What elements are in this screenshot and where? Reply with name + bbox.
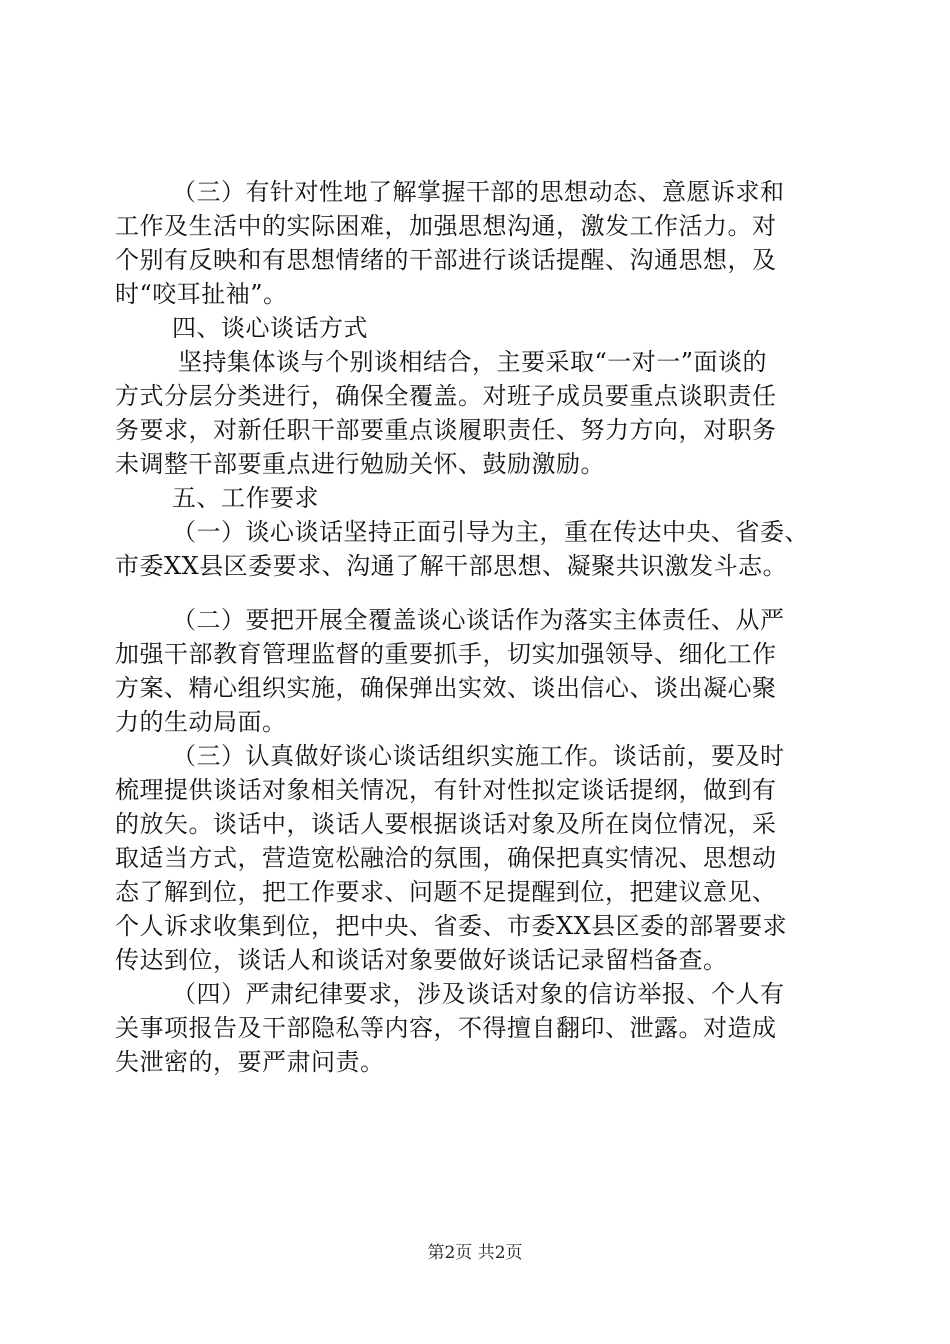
paragraph-line: 关事项报告及干部隐私等内容，不得擅自翻印、泄露。对造成 bbox=[115, 1014, 777, 1042]
paragraph-line: 方式分层分类进行，确保全覆盖。对班子成员要重点谈职责任 bbox=[115, 382, 777, 410]
paragraph-line: 个别有反映和有思想情绪的干部进行谈话提醒、沟通思想，及 bbox=[115, 246, 777, 274]
paragraph-line: 工作及生活中的实际困难，加强思想沟通，激发工作活力。对 bbox=[115, 212, 777, 240]
paragraph-line: 时“咬耳扯袖”。 bbox=[115, 280, 288, 308]
section-heading: 四、谈心谈话方式 bbox=[172, 314, 368, 342]
paragraph-line: 失泄密的，要严肃问责。 bbox=[115, 1048, 385, 1076]
paragraph-line: 个人诉求收集到位，把中央、省委、市委XX县区委的部署要求 bbox=[115, 912, 788, 940]
paragraph-line: （三）有针对性地了解掌握干部的思想动态、意愿诉求和 bbox=[172, 178, 785, 206]
paragraph-line: （二）要把开展全覆盖谈心谈话作为落实主体责任、从严 bbox=[172, 606, 785, 634]
paragraph-line: 务要求，对新任职干部要重点谈履职责任、努力方向，对职务 bbox=[115, 416, 777, 444]
paragraph-line: 梳理提供谈话对象相关情况，有针对性拟定谈话提纲，做到有 bbox=[115, 776, 777, 804]
paragraph-line: 方案、精心组织实施，确保弹出实效、谈出信心、谈出凝心聚 bbox=[115, 674, 777, 702]
paragraph-line: 态了解到位，把工作要求、问题不足提醒到位，把建议意见、 bbox=[115, 878, 777, 906]
paragraph-line: 的放矢。谈话中，谈话人要根据谈话对象及所在岗位情况，采 bbox=[115, 810, 777, 838]
section-heading: 五、工作要求 bbox=[172, 484, 319, 512]
paragraph-line: （三）认真做好谈心谈话组织实施工作。谈话前，要及时 bbox=[172, 742, 785, 770]
paragraph-line: （一）谈心谈话坚持正面引导为主，重在传达中央、省委、 bbox=[172, 518, 809, 546]
page-number-footer: 第2页 共2页 bbox=[427, 1243, 523, 1263]
paragraph-line: 加强干部教育管理监督的重要抓手，切实加强领导、细化工作 bbox=[115, 640, 777, 668]
paragraph-line: 取适当方式，营造宽松融洽的氛围，确保把真实情况、思想动 bbox=[115, 844, 777, 872]
paragraph-line: 市委XX县区委要求、沟通了解干部思想、凝聚共识激发斗志。 bbox=[115, 552, 788, 580]
paragraph-line: 传达到位，谈话人和谈话对象要做好谈话记录留档备查。 bbox=[115, 946, 728, 974]
paragraph-line: 坚持集体谈与个别谈相结合，主要采取“一对一”面谈的 bbox=[178, 348, 768, 376]
paragraph-line: 未调整干部要重点进行勉励关怀、鼓励激励。 bbox=[115, 450, 605, 478]
paragraph-line: （四）严肃纪律要求，涉及谈话对象的信访举报、个人有 bbox=[172, 980, 785, 1008]
paragraph-line: 力的生动局面。 bbox=[115, 708, 287, 736]
